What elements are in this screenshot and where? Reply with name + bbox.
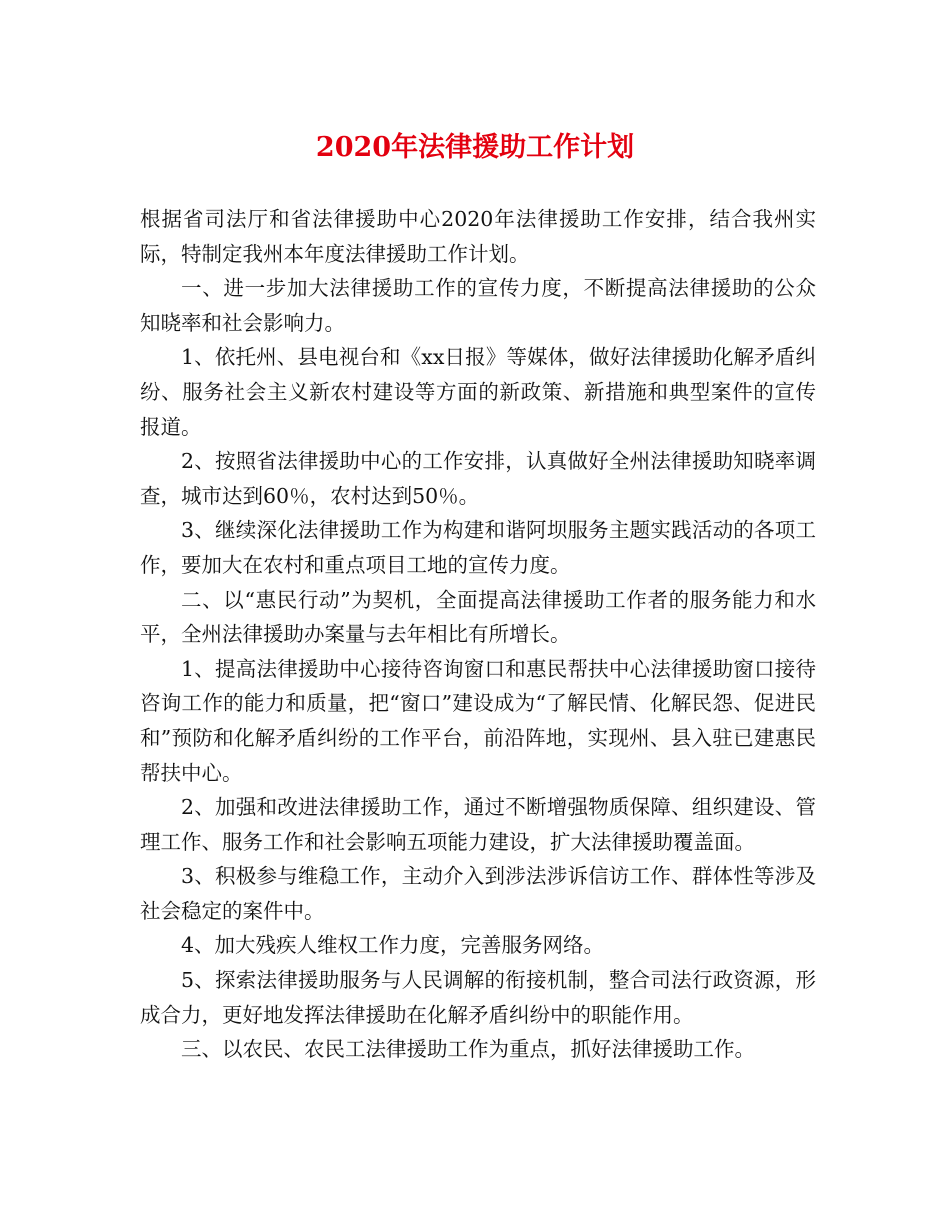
list-item: 4、加大残疾人维权工作力度，完善服务网络。	[181, 933, 605, 958]
document-title: 2020年法律援助工作计划	[315, 132, 635, 163]
section-heading-1: 一、进一步加大法律援助工作的宣传力度，不断提高法律援助的公众知晓率和社会影响力。	[140, 276, 816, 335]
list-item: 2、按照省法律援助中心的工作安排，认真做好全州法律援助知晓率调查，城市达到60％，农村达到50％。	[140, 449, 816, 508]
section-heading-3: 三、以农民、农民工法律援助工作为重点，抓好法律援助工作。	[181, 1037, 755, 1062]
list-item: 5、探索法律援助服务与人民调解的衔接机制，整合司法行政资源，形成合力，更好地发挥法律援助在化解矛盾纠纷中的职能作用。	[140, 968, 816, 1027]
list-item: 3、积极参与维稳工作，主动介入到涉法涉诉信访工作、群体性等涉及社会稳定的案件中。	[140, 864, 816, 923]
document-body	[140, 202, 816, 1067]
list-item: 1、提高法律援助中心接待咨询窗口和惠民帮扶中心法律援助窗口接待咨询工作的能力和质量，把“窗口”建设成为“了解民情、化解民怨、促进民和”预防和化解矛盾纠纷的工作平台，前沿阵地，实现州、县入驻已建惠民帮扶中心。	[140, 656, 816, 785]
section-heading-2: 二、以“惠民行动”为契机，全面提高法律援助工作者的服务能力和水平，全州法律援助办案量与去年相比有所增长。	[140, 587, 816, 647]
paragraph-intro: 根据省司法厅和省法律援助中心2020年法律援助工作安排，结合我州实际，特制定我州本年度法律援助工作计划。	[140, 207, 816, 266]
list-item: 3、继续深化法律援助工作为构建和谐阿坝服务主题实践活动的各项工作，要加大在农村和重点项目工地的宣传力度。	[140, 518, 816, 577]
list-item: 2、加强和改进法律援助工作，通过不断增强物质保障、组织建设、管理工作、服务工作和社会影响五项能力建设，扩大法律援助覆盖面。	[140, 795, 816, 854]
list-item: 1、依托州、县电视台和《xx日报》等媒体，做好法律援助化解矛盾纠纷、服务社会主义新农村建设等方面的新政策、新措施和典型案件的宣传报道。	[140, 345, 816, 439]
